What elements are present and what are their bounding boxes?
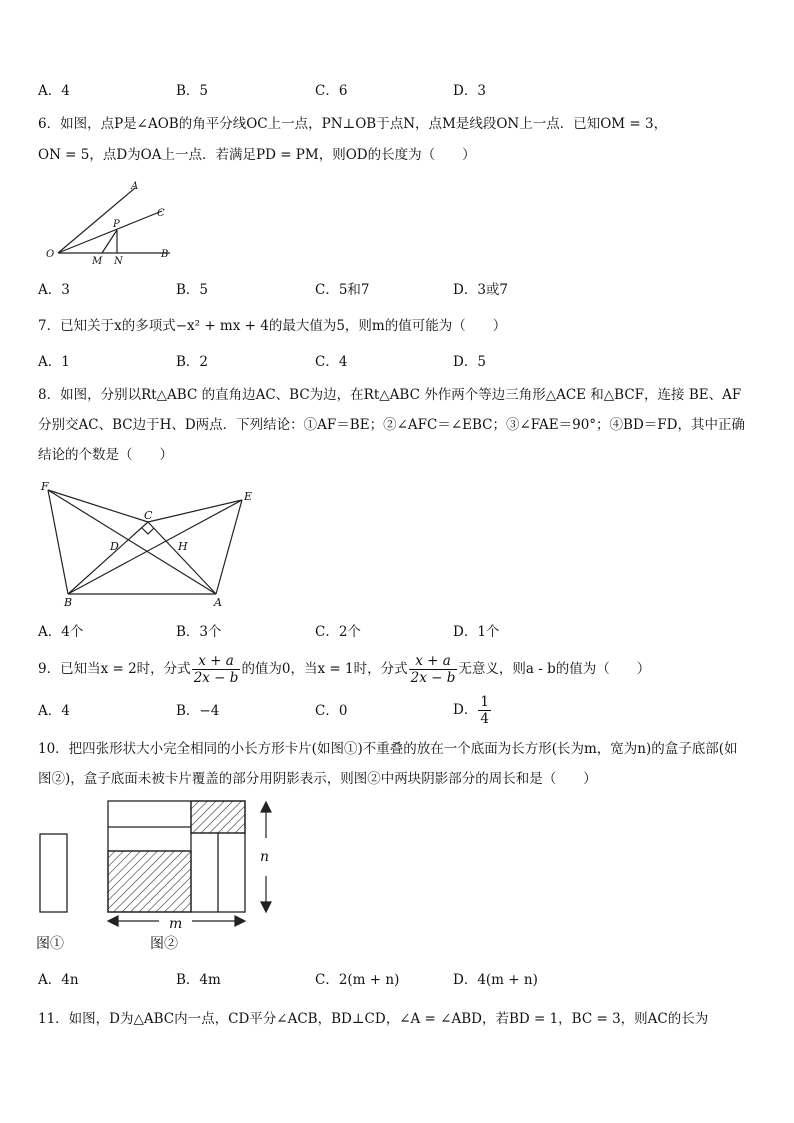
q7-option-c: C．4 <box>315 354 348 370</box>
q5-option-c: C．6 <box>315 83 348 99</box>
q7-option-d: D．5 <box>453 354 486 370</box>
q6-option-c: C．5和7 <box>315 282 370 298</box>
q6-text-line2: ON = 5，点D为OA上一点．若满足PD = PM，则OD的长度为（ ） <box>38 147 476 163</box>
q10-text-line2: 图②)，盒子底面未被卡片覆盖的部分用阴影表示，则图②中两块阴影部分的周长和是（ ） <box>38 771 597 787</box>
q9-option-c: C．0 <box>315 703 348 719</box>
q9-fraction-1-denominator: 2x − b <box>193 670 239 686</box>
q6-label-m: M <box>92 256 103 267</box>
q8-label-c: C <box>144 509 153 522</box>
q8-option-d: D．1个 <box>453 624 500 640</box>
q8-option-a: A．4个 <box>38 624 84 640</box>
q8-label-e: E <box>244 490 253 503</box>
q8-label-f: F <box>41 480 49 493</box>
q6-option-a: A．3 <box>38 282 70 298</box>
q9-option-d-label: D． <box>453 702 478 718</box>
q6-text-line1: 6．如图，点P是∠AOB的角平分线OC上一点，PN⊥OB于点N，点M是线段ON上一点．已知OM = 3， <box>38 116 668 132</box>
q10-option-c: C．2(m + n) <box>315 972 400 988</box>
q11-text-line1: 11．如图，D为△ABC内一点，CD平分∠ACB，BD⊥CD，∠A = ∠ABD，若BD = 1，BC = 3，则AC的长为 <box>38 1011 709 1027</box>
q8-label-a: A <box>214 596 222 609</box>
q10-cards-figure <box>34 796 284 956</box>
q10-option-a: A．4n <box>38 972 79 988</box>
q5-option-b: B．5 <box>176 83 209 99</box>
q10-label-n: n <box>260 849 270 865</box>
q6-angle-figure <box>40 178 180 270</box>
q9-option-b: B．−4 <box>176 703 220 719</box>
q7-option-b: B．2 <box>176 354 209 370</box>
q6-label-c: C <box>157 208 165 219</box>
q10-option-b: B．4m <box>176 972 221 988</box>
q5-option-d: D．3 <box>453 83 486 99</box>
q8-text-line2: 分别交AC、BC边于H、D两点．下列结论：①AF＝BE；②∠AFC＝∠EBC；③∠FAE＝90°；④BD＝FD，其中正确 <box>38 417 745 433</box>
q9-fraction-2-denominator: 2x − b <box>410 670 456 686</box>
q6-label-b: B <box>161 249 169 260</box>
q9-option-d <box>453 692 492 728</box>
q9-text-line1 <box>38 651 650 687</box>
q6-label-o: O <box>46 249 55 260</box>
q7-option-a: A．1 <box>38 354 70 370</box>
q10-option-d: D．4(m + n) <box>453 972 538 988</box>
q9-fraction-2 <box>409 653 458 686</box>
q8-triangle-figure <box>36 478 262 612</box>
q9-option-d-numerator: 1 <box>480 694 489 710</box>
q9-option-a: A．4 <box>38 703 70 719</box>
q10-label-fig1: 图① <box>36 936 64 952</box>
q8-label-h: H <box>178 540 188 553</box>
q6-option-d: D．3或7 <box>453 282 509 298</box>
q9-text-part3: 无意义，则a - b的值为（ ） <box>458 661 651 677</box>
q9-text-part2: 的值为0，当x = 1时，分式 <box>241 661 408 677</box>
q8-text-line1: 8．如图，分别以Rt△ABC 的直角边AC、BC为边，在Rt△ABC 外作两个等边三角形△ACE 和△BCF，连接 BE、AF <box>38 387 742 403</box>
q8-label-d: D <box>110 540 119 553</box>
q10-label-m: m <box>169 916 183 932</box>
q9-fraction-1 <box>192 653 241 686</box>
q9-option-d-fraction <box>478 694 491 727</box>
q10-label-fig2: 图② <box>150 936 178 952</box>
q8-option-c: C．2个 <box>315 624 361 640</box>
q6-label-p: P <box>113 219 120 230</box>
q8-option-b: B．3个 <box>176 624 222 640</box>
q8-text-line3: 结论的个数是（ ） <box>38 447 173 463</box>
q9-fraction-1-numerator: x + a <box>192 653 241 670</box>
q5-option-a: A．4 <box>38 83 70 99</box>
q6-option-b: B．5 <box>176 282 209 298</box>
q6-label-n: N <box>114 256 123 267</box>
q6-label-a: A <box>131 181 139 192</box>
q9-option-d-denominator: 4 <box>480 711 489 727</box>
q8-label-b: B <box>64 596 73 609</box>
q9-fraction-2-numerator: x + a <box>409 653 458 670</box>
q10-text-line1: 10．把四张形状大小完全相同的小长方形卡片(如图①)不重叠的放在一个底面为长方形(长为m，宽为n)的盒子底部(如 <box>38 741 738 757</box>
q7-text-line1: 7．已知关于x的多项式−x² + mx + 4的最大值为5，则m的值可能为（ ） <box>38 318 507 334</box>
q9-text-part1: 9．已知当x = 2时，分式 <box>38 661 191 677</box>
